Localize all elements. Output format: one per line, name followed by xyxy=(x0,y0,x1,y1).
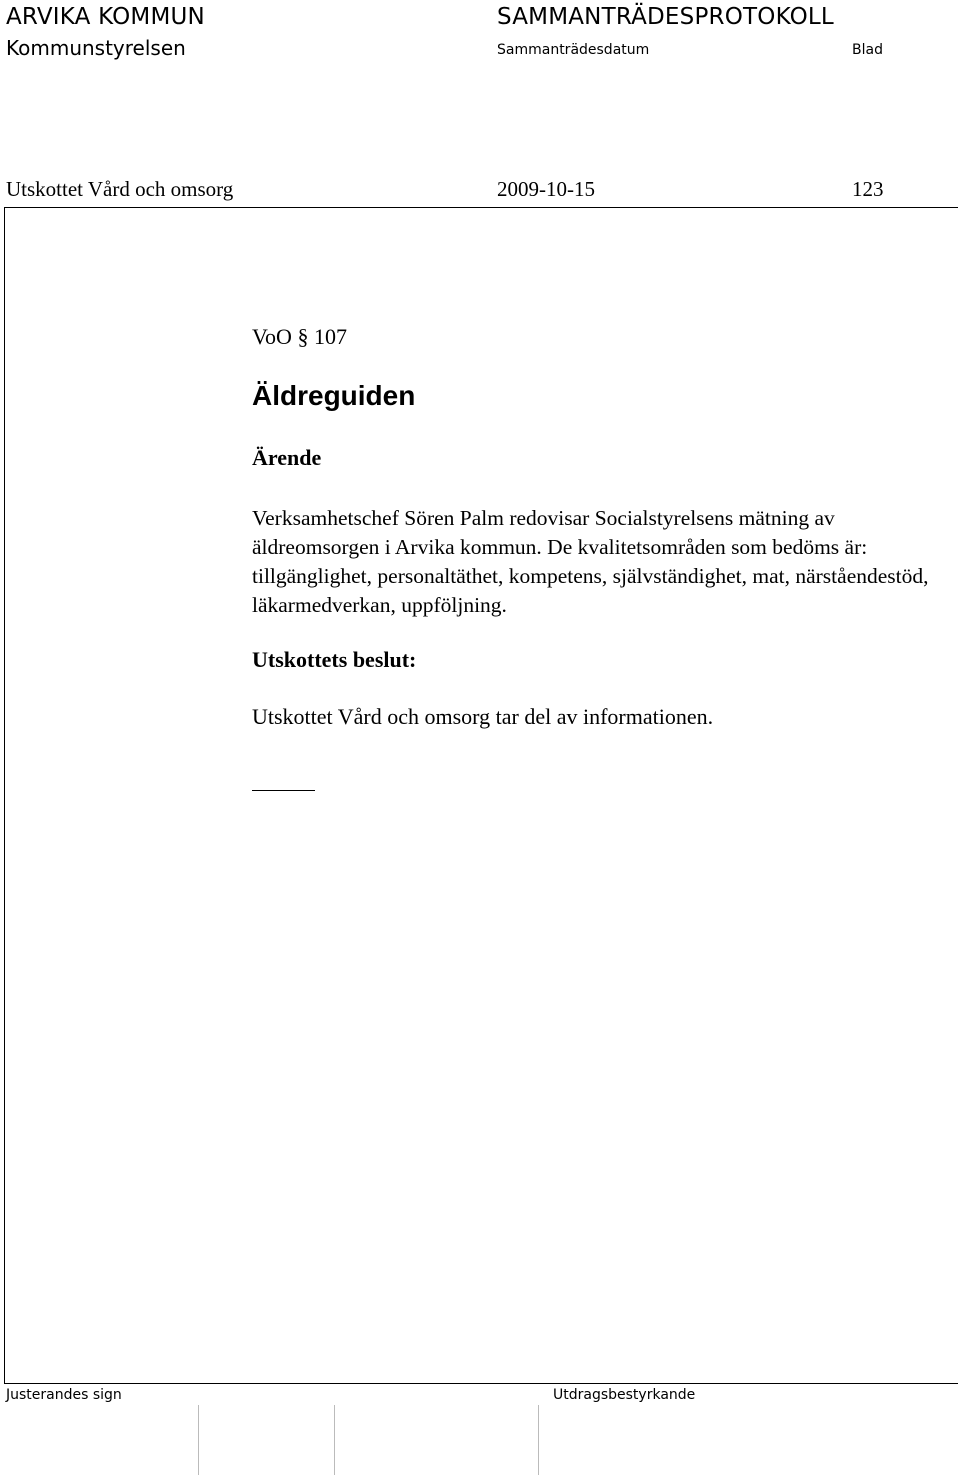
matter-heading: Ärende xyxy=(252,445,322,470)
organization-name: ARVIKA KOMMUN xyxy=(6,4,205,30)
page-number: 123 xyxy=(852,177,884,201)
committee-name: Utskottet Vård och omsorg xyxy=(6,177,234,201)
left-margin-rule xyxy=(4,207,5,1384)
document-type: SAMMANTRÄDESPROTOKOLL xyxy=(497,4,834,30)
extract-certification-label: Utdragsbestyrkande xyxy=(553,1387,696,1403)
signature-box-divider xyxy=(198,1405,199,1475)
adjuster-sign-label: Justerandes sign xyxy=(6,1387,122,1403)
signature-box-divider xyxy=(334,1405,335,1475)
meeting-date: 2009-10-15 xyxy=(497,177,595,201)
matter-text: Verksamhetschef Sören Palm redovisar Socialstyrelsens mätning av äldreomsorgen i Arvika kommun. De kvalitetsområden som bedöms är: tillgänglighet, personaltäthet, kompetens, självständighet, mat, närståendestöd, läkarmedverkan, uppföljning. xyxy=(252,506,929,617)
header-divider xyxy=(4,207,958,208)
end-of-item-line xyxy=(252,790,315,791)
paragraph-id: VoO § 107 xyxy=(252,324,347,349)
meeting-date-label: Sammanträdesdatum xyxy=(497,42,650,58)
page-label: Blad xyxy=(852,42,883,58)
footer-divider xyxy=(4,1383,958,1384)
signature-box-divider xyxy=(538,1405,539,1475)
decision-heading: Utskottets beslut: xyxy=(252,647,417,672)
organization-unit: Kommunstyrelsen xyxy=(6,36,186,60)
item-title: Äldreguiden xyxy=(252,380,416,411)
decision-text: Utskottet Vård och omsorg tar del av informationen. xyxy=(252,704,714,729)
